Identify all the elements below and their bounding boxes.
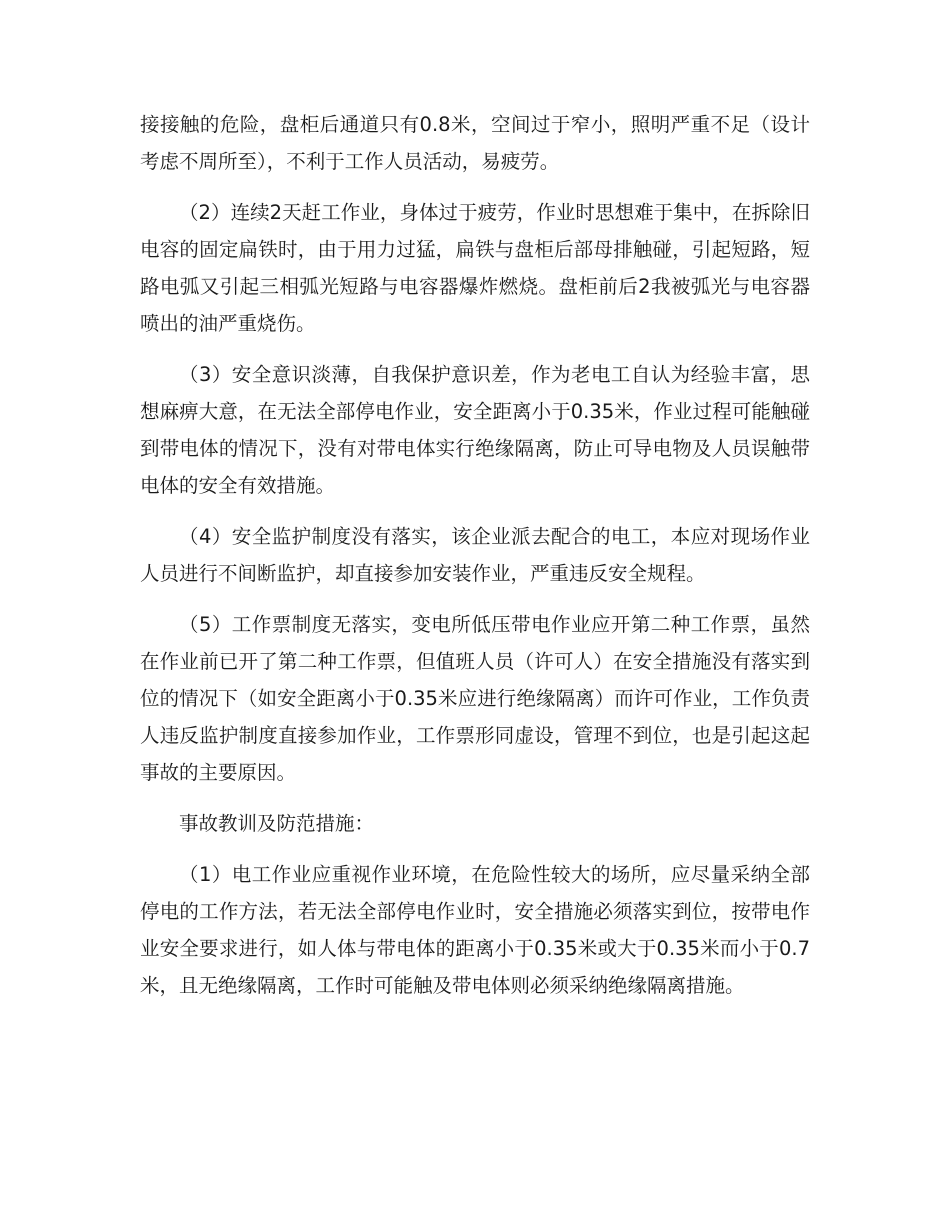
paragraph-continuation: 接接触的危险，盘柜后通道只有0.8米，空间过于窄小，照明严重不足（设计考虑不周所至），不利于工作人员活动，易疲劳。 xyxy=(140,113,810,173)
section-heading-lessons: 事故教训及防范措施： xyxy=(179,812,375,835)
paragraph-cause-4: （4）安全监护制度没有落实，该企业派去配合的电工，本应对现场作业人员进行不间断监护，却直接参加安装作业，严重违反安全规程。 xyxy=(140,525,810,585)
paragraph-cause-5: （5）工作票制度无落实，变电所低压带电作业应开第二种工作票，虽然在作业前已开了第二种工作票，但值班人员（许可人）在安全措施没有落实到位的情况下（如安全距离小于0.35米应进行绝缘隔离）而许可作业，工作负责人违反监护制度直接参加作业，工作票形同虚设，管理不到位，也是引起这起事故的主要原因。 xyxy=(140,613,810,784)
paragraph-cause-3: （3）安全意识淡薄，自我保护意识差，作为老电工自认为经验丰富，思想麻痹大意，在无法全部停电作业，安全距离小于0.35米，作业过程可能触碰到带电体的情况下，没有对带电体实行绝缘隔离，防止可导电物及人员误触带电体的安全有效措施。 xyxy=(140,363,810,497)
paragraph-cause-2: （2）连续2天赶工作业，身体过于疲劳，作业时思想难于集中，在拆除旧电容的固定扁铁时，由于用力过猛，扁铁与盘柜后部母排触碰，引起短路，短路电弧又引起三相弧光短路与电容器爆炸燃烧。盘柜前后2我被弧光与电容器喷出的油严重烧伤。 xyxy=(140,201,810,335)
paragraph-measure-1: （1）电工作业应重视作业环境，在危险性较大的场所，应尽量采纳全部停电的工作方法，若无法全部停电作业时，安全措施必须落实到位，按带电作业安全要求进行，如人体与带电体的距离小于0.35米或大于0.35米而小于0.7米，且无绝缘隔离，工作时可能触及带电体则必须采纳绝缘隔离措施。 xyxy=(140,863,810,997)
document-body xyxy=(140,106,810,1018)
